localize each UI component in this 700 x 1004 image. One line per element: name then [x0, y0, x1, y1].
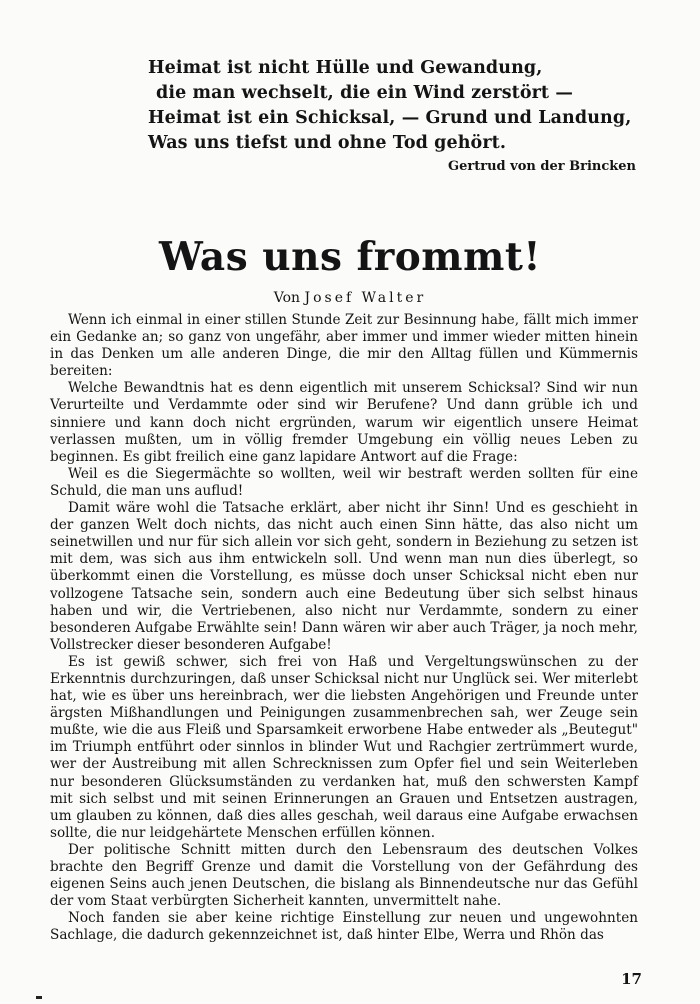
paragraph-5: Es ist gewiß schwer, sich frei von Haß und Vergeltungswünschen zu der Erkenntnis durchzuringen, daß unser Schicksal nicht nur Unglück sei. Wer miterlebt hat, wie es über uns hereinbrach, wer die liebsten Angehörigen und Freunde unter ärgsten Mißhandlungen und Peinigungen zusammenbrechen sah, wer Zeuge sein mußte, wie die aus Fleiß und Sparsamkeit erworbene Habe entweder als „Beutegut" im Triumph entführt oder sinnlos in blinder Wut und Rachgier zertrümmert wurde, wer der Austreibung mit allen Schrecknissen zum Opfer fiel und sein Weiterleben nur besonderen Glücksumständen zu verdanken hat, muß den schwersten Kampf mit sich selbst und mit seinen Erinnerungen an Grauen und Entsetzen austragen, um glauben zu können, daß dies alles geschah, weil daraus eine Aufgabe erwachsen sollte, die nur leidgehärtete Menschen erfüllen können.: [50, 653, 638, 841]
paragraph-7: Noch fanden sie aber keine richtige Einstellung zur neuen und ungewohnten Sachlage, die dadurch gekennzeichnet ist, daß hinter Elbe, Werra und Rhön das: [50, 910, 638, 944]
byline-prefix: Von: [273, 290, 301, 306]
paragraph-3: Weil es die Siegermächte so wollten, weil wir bestraft werden sollten für eine Schuld, die man uns auflud!: [50, 465, 638, 499]
article-body: [50, 312, 638, 944]
motto-line-2: die man wechselt, die ein Wind zerstört —: [156, 83, 573, 103]
paragraph-4: Damit wäre wohl die Tatsache erklärt, aber nicht ihr Sinn! Und es geschieht in der ganzen Welt doch nichts, das nicht auch einen Sinn hätte, das also nicht um seinetwillen und nur für sich allein vor sich geht, sondern in Beziehung zu setzen ist mit dem, was sich aus ihm entwickeln soll. Und wenn man nun dies überlegt, so überkommt einen die Vorstellung, es müsse doch unser Schicksal nicht eben nur vollzogene Tatsache sein, sondern auch eine Bedeutung über sich selbst hinaus haben und wir, die Vertriebenen, also nicht nur Verdammte, sondern zu einer besonderen Aufgabe Erwählte sein! Dann wären wir aber auch Träger, ja noch mehr, Vollstrecker dieser besonderen Aufgabe!: [50, 500, 638, 653]
motto-line-4: Was uns tiefst und ohne Tod gehört.: [148, 133, 507, 153]
article-byline: [0, 289, 700, 307]
corner-print-mark: [36, 996, 42, 999]
paragraph-1: Wenn ich einmal in einer stillen Stunde Zeit zur Besinnung habe, fällt mich immer ein Gedanke an; so ganz von ungefähr, aber immer und immer wieder mitten hinein in das Denken um alle anderen Dinge, die mir den Alltag füllen und Kümmernis bereiten:: [50, 312, 638, 380]
paragraph-6: Der politische Schnitt mitten durch den Lebensraum des deutschen Volkes brachte den Begriff Grenze und damit die Vorstellung von der Gefährdung des eigenen Seins auch jenen Deutschen, die bislang als Binnendeutsche nur das Gefühl der vom Staat verbürgten Sicherheit kannten, unvermittelt nahe.: [50, 841, 638, 910]
byline-author: Josef Walter: [304, 290, 427, 306]
motto-line-3: Heimat ist ein Schicksal, — Grund und Landung,: [148, 108, 632, 128]
motto-poem: [148, 56, 648, 176]
paragraph-2: Welche Bewandtnis hat es denn eigentlich mit unserem Schicksal? Sind wir nun Verurteilte und Verdammte oder sind wir Berufene? Und dann grüble ich und sinniere und kann doch nicht ergründen, warum wir eigentlich unsere Heimat verlassen mußten, um in völlig fremder Umgebung ein völlig neues Leben zu beginnen. Es gibt freilich eine ganz lapidare Antwort auf die Frage:: [50, 380, 638, 465]
motto-line-1: Heimat ist nicht Hülle und Gewandung,: [148, 58, 543, 78]
motto-author: Gertrud von der Brincken: [448, 159, 636, 174]
article-title: Was uns frommt!: [159, 234, 541, 280]
page-number: 17: [621, 970, 642, 988]
